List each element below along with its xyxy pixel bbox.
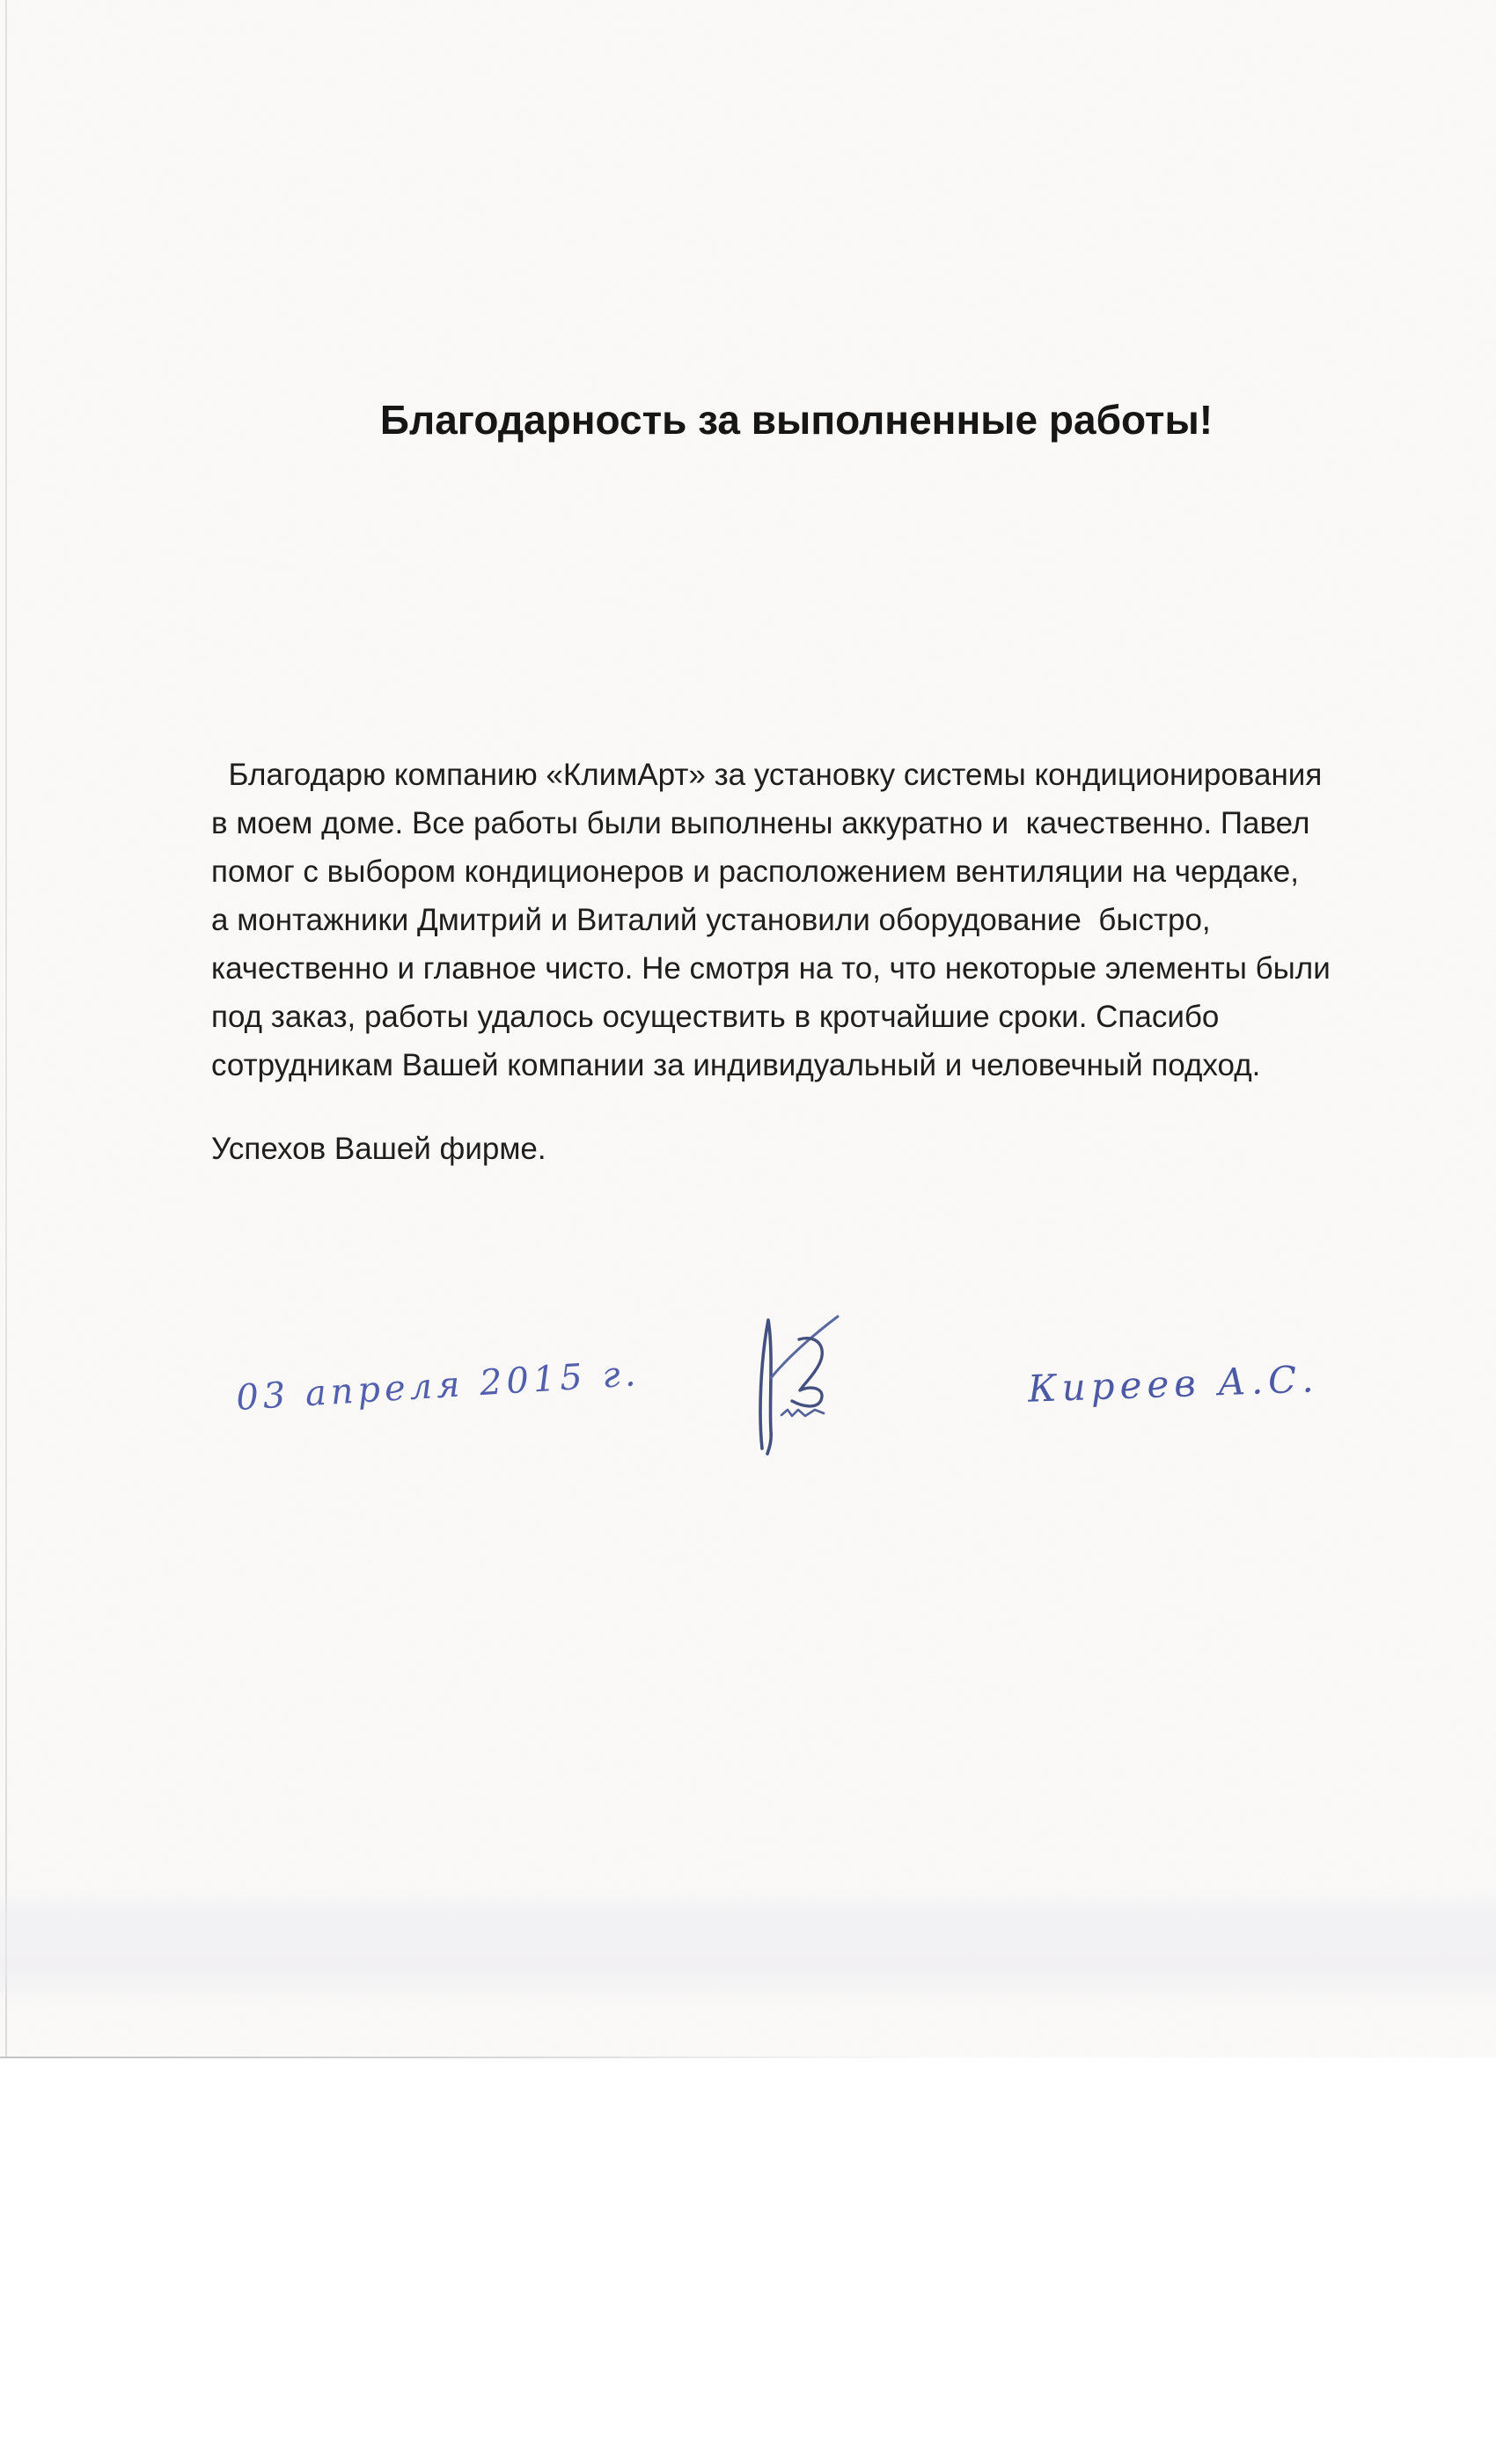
body-line-5: качественно и главное чисто. Не смотря на то, что некоторые элементы были bbox=[211, 951, 1331, 986]
scan-shadow-band bbox=[0, 1890, 1496, 2003]
handwritten-date: 03 апреля 2015 г. bbox=[235, 1353, 642, 1419]
title-row bbox=[48, 396, 1496, 444]
body-line-2: в моем доме. Все работы были выполнены аккуратно и качественно. Павел bbox=[211, 806, 1310, 840]
body-line-1: Благодарю компанию «КлимАрт» за установку системы кондиционирования bbox=[211, 758, 1323, 792]
document-title: Благодарность за выполненные работы! bbox=[379, 397, 1214, 443]
page-bottom-edge-line bbox=[0, 2057, 933, 2058]
scan-left-edge-line bbox=[5, 0, 7, 2057]
signature-scribble bbox=[715, 1309, 855, 1459]
body-line-3: помог с выбором кондиционеров и расположением вентиляции на чердаке, bbox=[211, 854, 1299, 889]
body-line-6: под заказ, работы удалось осуществить в кротчайшие сроки. Спасибо bbox=[211, 1000, 1220, 1034]
closing-line: Успехов Вашей фирме. bbox=[211, 1132, 546, 1166]
body-paragraph bbox=[211, 751, 1346, 1089]
handwritten-name: Киреев А.С. bbox=[1027, 1357, 1320, 1411]
body-line-7: сотрудникам Вашей компании за индивидуальный и человечный подход. bbox=[211, 1048, 1261, 1082]
body-line-4: а монтажники Дмитрий и Виталий установили оборудование быстро, bbox=[211, 903, 1211, 937]
